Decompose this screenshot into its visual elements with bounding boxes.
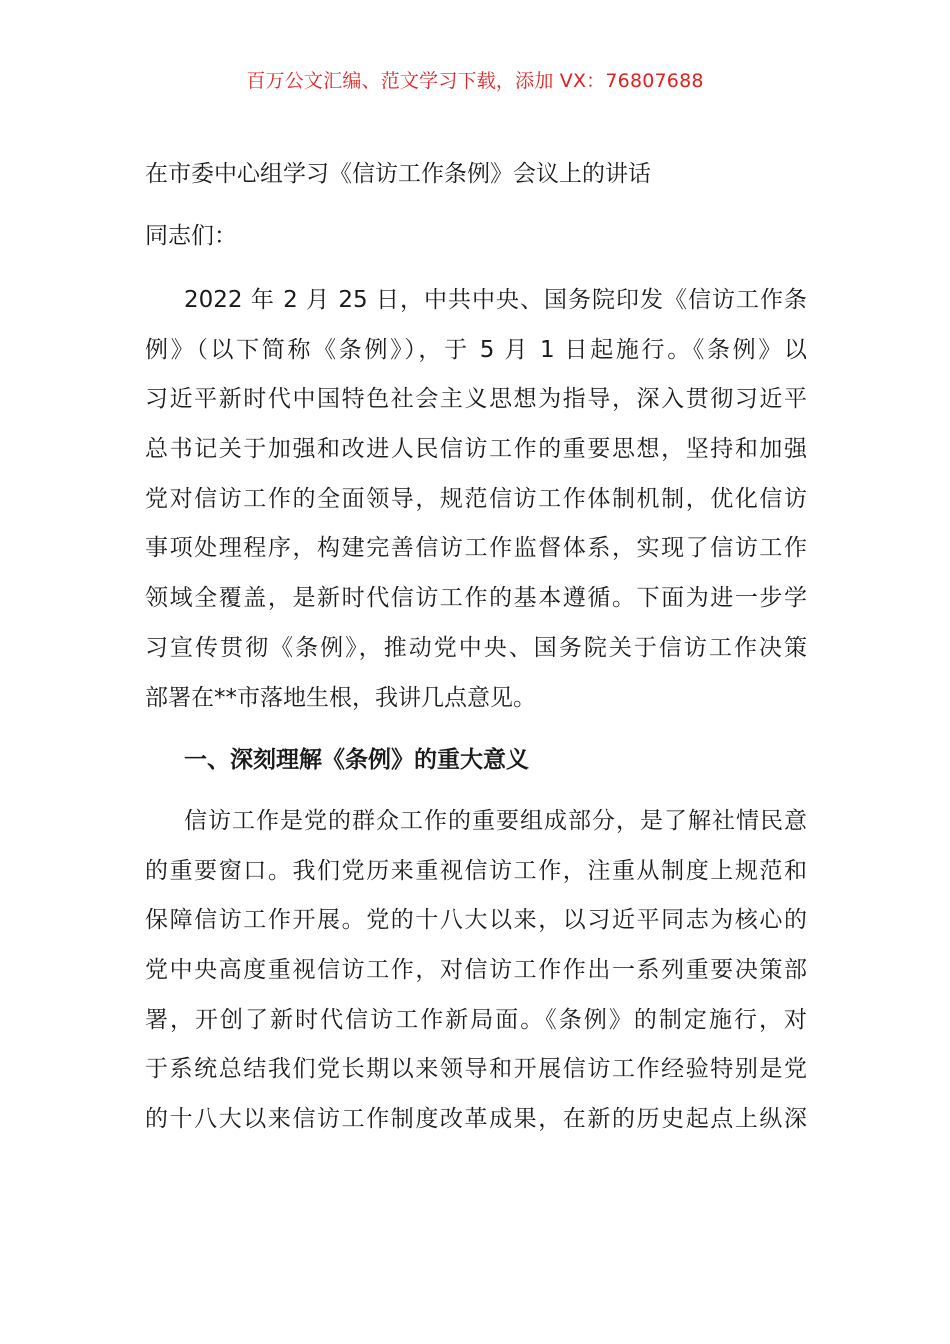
paragraph-line: 信访工作是党的群众工作的重要组成部分，是了解社情民意 (184, 808, 807, 834)
paragraph-line: 部署在**市落地生根，我讲几点意见。 (145, 684, 536, 711)
paragraph-2 (145, 803, 807, 1151)
paragraph-line: 的十八大以来信访工作制度改革成果，在新的历史起点上纵深 (145, 1106, 807, 1133)
paragraph-line: 2022 年 2 月 25 日，中共中央、国务院印发《信访工作条 (184, 287, 807, 313)
paragraph-line: 党中央高度重视信访工作，对信访工作作出一系列重要决策部 (145, 957, 807, 984)
salutation: 同志们： (145, 223, 237, 249)
paragraph-1 (145, 282, 807, 729)
section-heading: 一、深刻理解《条例》的重大意义 (184, 747, 529, 773)
paragraph-line: 党对信访工作的全面领导，规范信访工作体制机制，优化信访 (145, 485, 807, 512)
document-title: 在市委中心组学习《信访工作条例》会议上的讲话 (145, 161, 651, 187)
paragraph-line: 例》（以下简称《条例》），于 5 月 1 日起施行。《条例》以 (145, 336, 807, 363)
paragraph-line: 的重要窗口。我们党历来重视信访工作，注重从制度上规范和 (145, 857, 807, 884)
paragraph-line: 总书记关于加强和改进人民信访工作的重要思想，坚持和加强 (145, 436, 807, 463)
paragraph-line: 保障信访工作开展。党的十八大以来，以习近平同志为核心的 (145, 907, 807, 934)
paragraph-line: 领域全覆盖，是新时代信访工作的基本遵循。下面为进一步学 (145, 585, 807, 612)
paragraph-line: 事项处理程序，构建完善信访工作监督体系，实现了信访工作 (145, 535, 807, 562)
paragraph-line: 习近平新时代中国特色社会主义思想为指导，深入贯彻习近平 (145, 386, 807, 413)
paragraph-line: 署，开创了新时代信访工作新局面。《条例》的制定施行，对 (145, 1006, 807, 1033)
promo-banner: 百万公文汇编、范文学习下载，添加 VX：76807688 (246, 70, 704, 92)
paragraph-line: 于系统总结我们党长期以来领导和开展信访工作经验特别是党 (145, 1056, 807, 1083)
paragraph-line: 习宣传贯彻《条例》，推动党中央、国务院关于信访工作决策 (145, 634, 807, 661)
